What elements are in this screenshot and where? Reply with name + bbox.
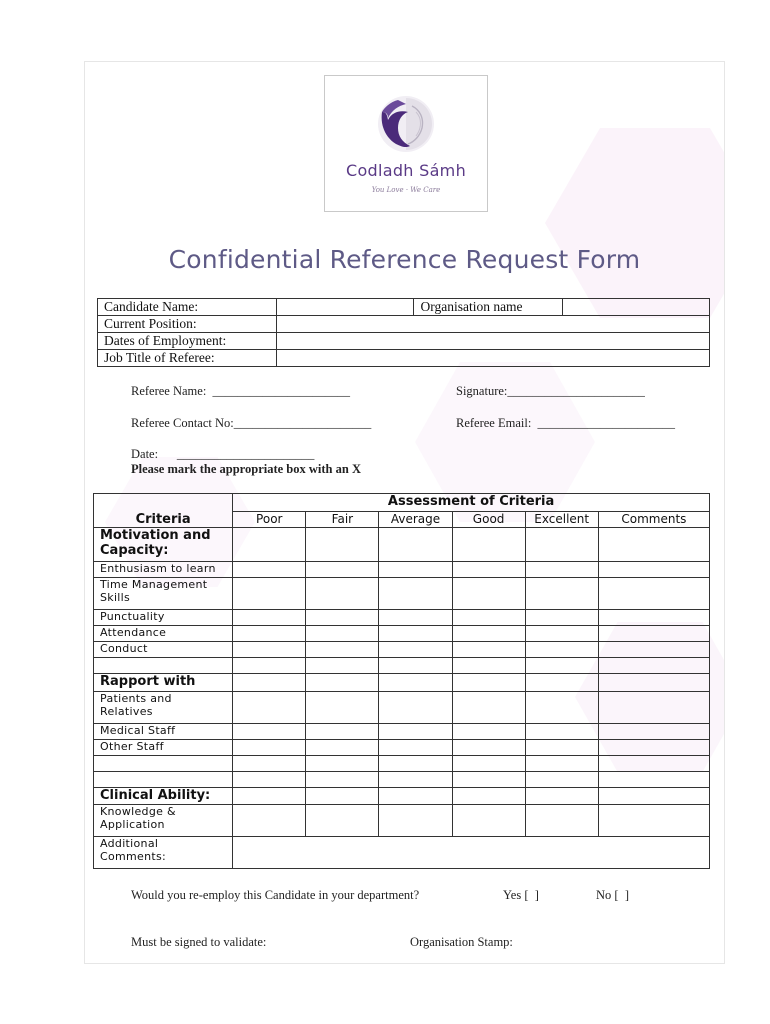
rating-cell[interactable]: [452, 642, 525, 658]
rating-cell[interactable]: [306, 805, 379, 837]
table-row: [94, 528, 710, 562]
criterion-other-staff: Other Staff: [94, 740, 233, 756]
rating-cell[interactable]: [233, 756, 306, 772]
comment-cell[interactable]: [598, 578, 709, 610]
rating-cell[interactable]: [233, 740, 306, 756]
rating-cell[interactable]: [306, 578, 379, 610]
brand-tagline: You Love · We Care: [371, 186, 441, 194]
empty-criterion-cell[interactable]: [94, 658, 233, 674]
column-excellent: Excellent: [525, 512, 598, 528]
organisation-name-field[interactable]: [563, 299, 710, 316]
job-title-referee-label: Job Title of Referee:: [98, 350, 277, 367]
column-fair: Fair: [306, 512, 379, 528]
comment-cell[interactable]: [598, 674, 709, 692]
column-good: Good: [452, 512, 525, 528]
table-row: [94, 626, 710, 642]
column-poor: Poor: [233, 512, 306, 528]
rating-cell[interactable]: [379, 756, 452, 772]
comment-cell[interactable]: [598, 805, 709, 837]
rating-cell[interactable]: [525, 788, 598, 805]
table-row: [94, 562, 710, 578]
rating-cell[interactable]: [233, 692, 306, 724]
rating-cell[interactable]: [306, 528, 379, 562]
rating-cell[interactable]: [525, 610, 598, 626]
rating-cell[interactable]: [525, 805, 598, 837]
rating-cell[interactable]: [525, 756, 598, 772]
hands-logo-icon: [372, 92, 440, 156]
table-row: [94, 578, 710, 610]
section-clinical: Clinical Ability:: [94, 788, 233, 805]
comment-cell[interactable]: [598, 692, 709, 724]
rating-cell[interactable]: [379, 692, 452, 724]
rating-cell[interactable]: [306, 788, 379, 805]
comment-cell[interactable]: [598, 626, 709, 642]
rating-cell[interactable]: [306, 724, 379, 740]
signature-validation-label: Must be signed to validate:: [131, 935, 267, 949]
rating-cell[interactable]: [525, 724, 598, 740]
rating-cell[interactable]: [233, 528, 306, 562]
comment-cell[interactable]: [598, 562, 709, 578]
rating-cell[interactable]: [525, 626, 598, 642]
empty-criterion-cell[interactable]: [94, 772, 233, 788]
rating-cell[interactable]: [233, 562, 306, 578]
brand-name: Codladh Sámh: [345, 161, 467, 180]
criteria-header: Criteria: [94, 494, 233, 528]
rating-cell[interactable]: [379, 740, 452, 756]
rating-cell[interactable]: [233, 724, 306, 740]
comment-cell[interactable]: [598, 658, 709, 674]
criterion-time-management: Time Management Skills: [94, 578, 233, 610]
criterion-enthusiasm: Enthusiasm to learn: [94, 562, 233, 578]
candidate-name-field[interactable]: [276, 299, 414, 316]
rating-cell[interactable]: [452, 740, 525, 756]
rating-cell[interactable]: [233, 642, 306, 658]
rating-cell[interactable]: [452, 805, 525, 837]
assessment-heading: Assessment of Criteria: [233, 494, 710, 512]
comment-cell[interactable]: [598, 724, 709, 740]
comment-cell[interactable]: [598, 756, 709, 772]
table-row: [94, 610, 710, 626]
rating-cell[interactable]: [379, 642, 452, 658]
table-row: [94, 756, 710, 772]
table-row: [94, 724, 710, 740]
rating-cell[interactable]: [525, 740, 598, 756]
rating-cell[interactable]: [306, 642, 379, 658]
rating-cell[interactable]: [306, 740, 379, 756]
rating-cell[interactable]: [452, 674, 525, 692]
rating-cell[interactable]: [306, 756, 379, 772]
rating-cell[interactable]: [379, 788, 452, 805]
yes-checkbox[interactable]: Yes [ ]: [503, 888, 539, 902]
rating-cell[interactable]: [452, 578, 525, 610]
comment-cell[interactable]: [598, 788, 709, 805]
referee-email-line[interactable]: Referee Email: ______________________: [456, 416, 676, 430]
rating-cell[interactable]: [233, 772, 306, 788]
rating-cell[interactable]: [525, 642, 598, 658]
rating-cell[interactable]: [379, 578, 452, 610]
signature-line[interactable]: Signature:______________________: [456, 384, 645, 398]
rating-cell[interactable]: [525, 772, 598, 788]
comment-cell[interactable]: [598, 772, 709, 788]
rating-cell[interactable]: [379, 674, 452, 692]
rating-cell[interactable]: [379, 562, 452, 578]
rating-cell[interactable]: [379, 658, 452, 674]
table-row: [94, 692, 710, 724]
rating-cell[interactable]: [306, 626, 379, 642]
rating-cell[interactable]: [452, 788, 525, 805]
section-motivation: Motivation and Capacity:: [94, 528, 233, 562]
table-row: [94, 740, 710, 756]
reemploy-question: Would you re-employ this Candidate in your department?: [131, 888, 420, 902]
additional-comments-field[interactable]: [233, 837, 710, 869]
organisation-name-label: Organisation name: [414, 299, 563, 316]
page-title: Confidential Reference Request Form: [168, 245, 641, 274]
section-rapport: Rapport with: [94, 674, 233, 692]
no-checkbox[interactable]: No [ ]: [596, 888, 629, 902]
criterion-punctuality: Punctuality: [94, 610, 233, 626]
rating-cell[interactable]: [233, 658, 306, 674]
criterion-knowledge: Knowledge & Application: [94, 805, 233, 837]
empty-criterion-cell[interactable]: [94, 756, 233, 772]
rating-cell[interactable]: [233, 805, 306, 837]
rating-cell[interactable]: [379, 805, 452, 837]
rating-cell[interactable]: [452, 610, 525, 626]
referee-contact-line[interactable]: Referee Contact No:______________________: [131, 416, 372, 430]
column-comments: Comments: [598, 512, 709, 528]
rating-cell[interactable]: [233, 674, 306, 692]
comment-cell[interactable]: [598, 740, 709, 756]
referee-name-line[interactable]: Referee Name: ______________________: [131, 384, 351, 398]
rating-cell[interactable]: [452, 528, 525, 562]
date-line[interactable]: Date: ______________________: [131, 447, 315, 461]
rating-cell[interactable]: [233, 626, 306, 642]
rating-cell[interactable]: [379, 610, 452, 626]
current-position-field[interactable]: [276, 316, 709, 333]
rating-cell[interactable]: [525, 674, 598, 692]
rating-cell[interactable]: [379, 772, 452, 788]
rating-cell[interactable]: [525, 692, 598, 724]
criterion-medical-staff: Medical Staff: [94, 724, 233, 740]
rating-cell[interactable]: [379, 528, 452, 562]
rating-cell[interactable]: [525, 578, 598, 610]
rating-cell[interactable]: [452, 626, 525, 642]
company-logo: [324, 75, 488, 212]
table-row: [94, 674, 710, 692]
column-average: Average: [379, 512, 452, 528]
rating-cell[interactable]: [233, 788, 306, 805]
table-row: [94, 772, 710, 788]
comment-cell[interactable]: [598, 610, 709, 626]
table-row: [94, 642, 710, 658]
rating-cell[interactable]: [306, 772, 379, 788]
comment-cell[interactable]: [598, 642, 709, 658]
background-hexagon: [545, 128, 725, 318]
candidate-name-label: Candidate Name:: [98, 299, 277, 316]
rating-cell[interactable]: [306, 674, 379, 692]
table-row: [94, 658, 710, 674]
rating-cell[interactable]: [233, 578, 306, 610]
candidate-details-table: [97, 298, 710, 367]
rating-cell[interactable]: [379, 626, 452, 642]
table-row: [94, 788, 710, 805]
rating-cell[interactable]: [306, 692, 379, 724]
rating-cell[interactable]: [452, 658, 525, 674]
rating-cell[interactable]: [525, 528, 598, 562]
dates-of-employment-label: Dates of Employment:: [98, 333, 277, 350]
rating-cell[interactable]: [525, 562, 598, 578]
instruction-text: Please mark the appropriate box with an X: [131, 462, 361, 476]
rating-cell[interactable]: [306, 658, 379, 674]
rating-cell[interactable]: [452, 756, 525, 772]
criterion-additional-comments: Additional Comments:: [94, 837, 233, 869]
table-row: [94, 805, 710, 837]
assessment-table: [93, 493, 710, 869]
job-title-referee-field[interactable]: [276, 350, 709, 367]
criterion-patients: Patients and Relatives: [94, 692, 233, 724]
current-position-label: Current Position:: [98, 316, 277, 333]
comment-cell[interactable]: [598, 528, 709, 562]
dates-of-employment-field[interactable]: [276, 333, 709, 350]
criterion-attendance: Attendance: [94, 626, 233, 642]
table-row: [94, 837, 710, 869]
form-page: [84, 61, 725, 964]
rating-cell[interactable]: [233, 610, 306, 626]
rating-cell[interactable]: [525, 658, 598, 674]
rating-cell[interactable]: [452, 562, 525, 578]
organisation-stamp-label: Organisation Stamp:: [410, 935, 513, 949]
rating-cell[interactable]: [306, 562, 379, 578]
rating-cell[interactable]: [452, 692, 525, 724]
rating-cell[interactable]: [452, 724, 525, 740]
rating-cell[interactable]: [379, 724, 452, 740]
criterion-conduct: Conduct: [94, 642, 233, 658]
rating-cell[interactable]: [452, 772, 525, 788]
rating-cell[interactable]: [306, 610, 379, 626]
